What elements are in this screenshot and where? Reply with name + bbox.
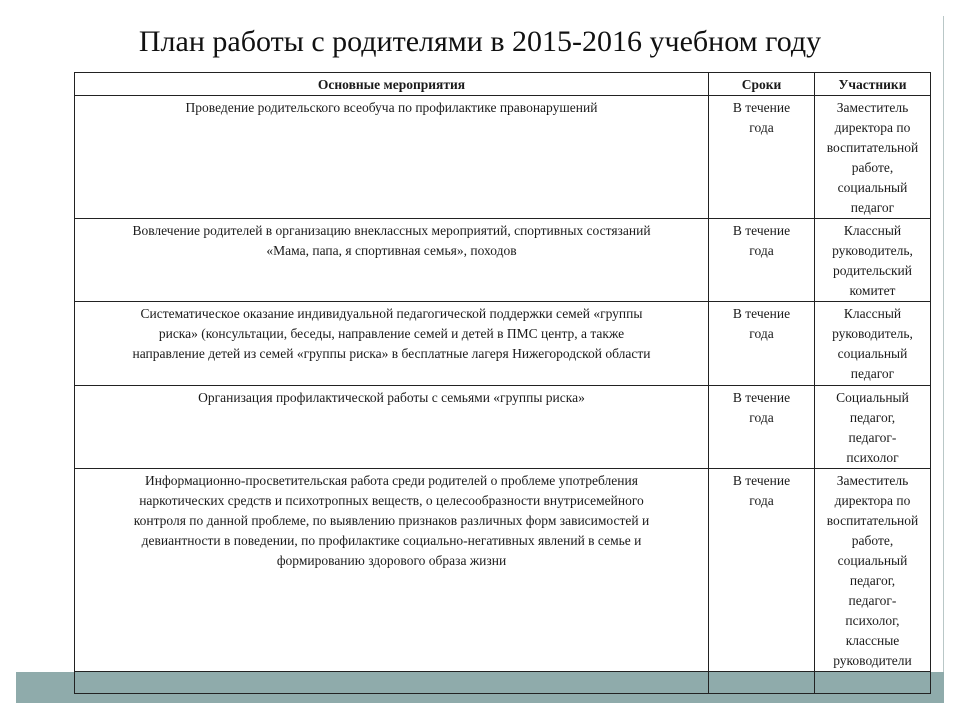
table-row — [75, 469, 931, 672]
activity-cell: Информационно-просветительская работа среди родителей о проблеме употребления наркотических средств и психотропных веществ, о целесообразности внутрисемейного контроля по данной проблеме, по выявлению признаков различных форм зависимостей и девиантности в поведении, по профилактике социально-негативных явлений в семье и формированию здорового образа жизни — [75, 469, 709, 672]
participants-cell: Заместитель директора по воспитательной работе, социальный педагог, педагог- психолог, классные руководители — [815, 469, 931, 672]
right-border-line — [943, 16, 944, 672]
activity-cell: Проведение родительского всеобуча по профилактике правонарушений — [75, 96, 709, 219]
table-row — [75, 96, 931, 219]
header-participants: Участники — [815, 73, 931, 96]
term-cell: В течение года — [709, 96, 815, 219]
participants-cell: Классный руководитель, социальный педагог — [815, 302, 931, 386]
activity-cell: Организация профилактической работы с семьями «группы риска» — [75, 386, 709, 469]
activity-cell: Систематическое оказание индивидуальной педагогической поддержки семей «группы риска» (консультации, беседы, направление семей и детей в ПМС центр, а также направление детей из семей «группы риска» в бесплатные лагеря Нижегородской области — [75, 302, 709, 386]
participants-cell: Социальный педагог, педагог- психолог — [815, 386, 931, 469]
term-cell: В течение года — [709, 302, 815, 386]
term-cell: В течение года — [709, 219, 815, 302]
table-row — [75, 219, 931, 302]
term-cell — [709, 672, 815, 694]
work-plan-table — [74, 72, 931, 694]
participants-cell: Заместитель директора по воспитательной работе, социальный педагог — [815, 96, 931, 219]
participants-cell — [815, 672, 931, 694]
header-activities: Основные мероприятия — [75, 73, 709, 96]
table-row — [75, 302, 931, 386]
page-title: План работы с родителями в 2015-2016 учебном году — [138, 25, 822, 58]
header-terms: Сроки — [709, 73, 815, 96]
table-row-empty — [75, 672, 931, 694]
activity-cell: Вовлечение родителей в организацию внеклассных мероприятий, спортивных состязаний «Мама, папа, я спортивная семья», походов — [75, 219, 709, 302]
participants-cell: Классный руководитель, родительский комитет — [815, 219, 931, 302]
table-header-row — [75, 73, 931, 96]
term-cell: В течение года — [709, 386, 815, 469]
table-row — [75, 386, 931, 469]
activity-cell — [75, 672, 709, 694]
term-cell: В течение года — [709, 469, 815, 672]
